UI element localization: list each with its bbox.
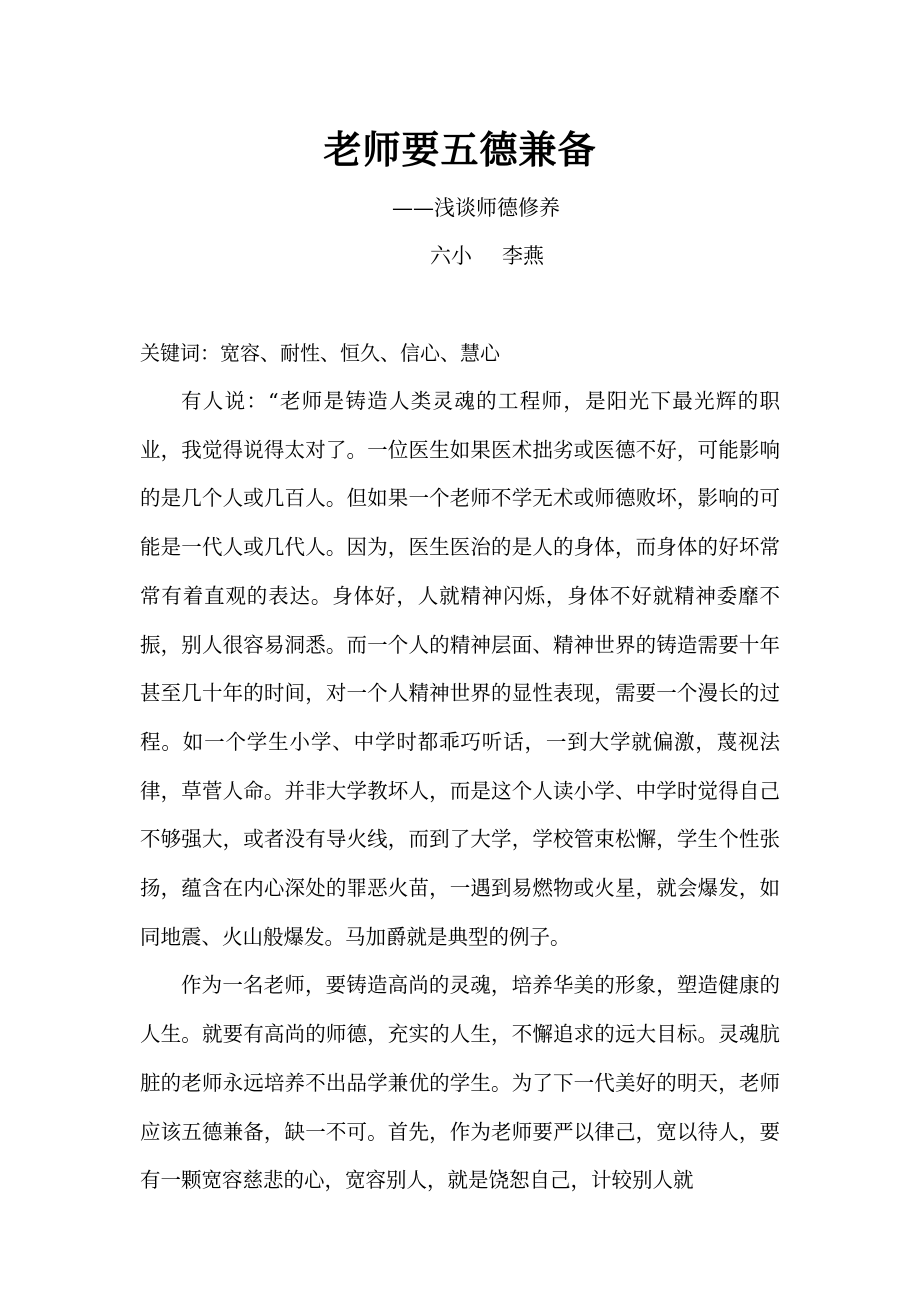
- keywords-line: 关键词：宽容、耐性、恒久、信心、慧心: [140, 341, 500, 365]
- paragraph-1: 有人说：“老师是铸造人类灵魂的工程师，是阳光下最光辉的职业，我觉得说得太对了。一位医生如果医术拙劣或医德不好，可能影响的是几个人或几百人。但如果一个老师不学无术或师德败坏，影响的可能是一代人或几代人。因为，医生医治的是人的身体，而身体的好坏常常有着直观的表达。身体好，人就精神闪烁，身体不好就精神委靡不振，别人很容易洞悉。而一个人的精神层面、精神世界的铸造需要十年甚至几十年的时间，对一个人精神世界的显性表现，需要一个漫长的过程。如一个学生小学、中学时都乖巧听话，一到大学就偏激，蔑视法律，草菅人命。并非大学教坏人，而是这个人读小学、中学时觉得自己不够强大，或者没有导火线，而到了大学，学校管束松懈，学生个性张扬，蕴含在内心深处的罪恶火苗，一遇到易燃物或火星，就会爆发，如同地震、火山般爆发。马加爵就是典型的例子。: [140, 389, 780, 949]
- author-school: 六小: [430, 244, 472, 268]
- document-title: 老师要五德兼备: [323, 127, 597, 172]
- author-name: 李燕: [502, 244, 544, 268]
- body-text: [140, 377, 780, 1205]
- author-line: [430, 241, 544, 271]
- document-subtitle: ——浅谈师德修养: [392, 196, 560, 220]
- paragraph-2: 作为一名老师，要铸造高尚的灵魂，培养华美的形象，塑造健康的人生。就要有高尚的师德，充实的人生，不懈追求的远大目标。灵魂肮脏的老师永远培养不出品学兼优的学生。为了下一代美好的明天，老师应该五德兼备，缺一不可。首先，作为老师要严以律己，宽以待人，要有一颗宽容慈悲的心，宽容别人，就是饶恕自己，计较别人就: [140, 973, 780, 1193]
